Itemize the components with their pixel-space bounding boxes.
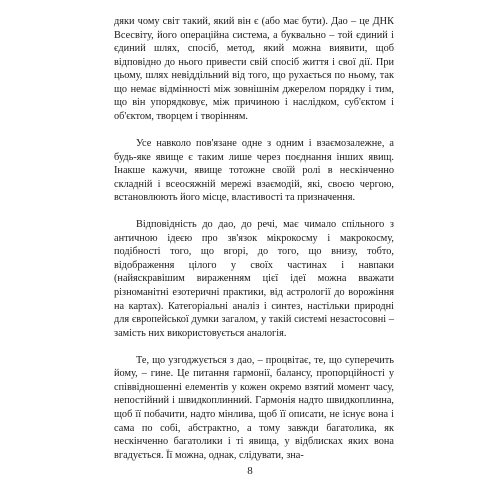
paragraph-4: Те, що узгоджується з дао, – процвітає, те, що суперечить йому, – гине. Це питання гармонії, балансу, пропорційності у співвідношенні елементів у кожен окремо взятий момент часу, непостійний і швидкоплинний. Гармонія надто швидкоплинна, щоб її побачити, надто мінлива, щоб її описати, не існує вона і сама по собі, абстрактно, а тому завжди багатолика, як нескінченно багатолики і ті явища, у відблисках яких вона вгадується. Її можна, однак, слідувати, зна- — [114, 354, 394, 461]
page-number: 8 — [247, 465, 253, 477]
paragraph-1: дяки чому світ такий, який він є (або має бути). Дао – це ДНК Всесвіту, його операційна система, а буквально – той єдиний і єдиний шлях, спосіб, метод, який можна виявити, щоб відповідно до нього привести свій спосіб життя і свої дії. При цьому, шлях невіддільний від того, що рухається по ньому, так що немає відмінності між зовнішнім джерелом порядку і тим, що він упорядковує, між причиною і наслідком, суб'єктом і об'єктом, творцем і творінням. — [114, 16, 394, 122]
paragraph-2: Усе навколо пов'язане одне з одним і взаємозалежне, а будь-яке явище є таким лише через поєднання інших явищ. Інакше кажучи, явище тотожне своїй ролі в нескінченно складній і всеосяжній мережі взаємодій, які, своєю чергою, встановлюють його місце, властивості та призначення. — [114, 137, 394, 204]
paragraph-spacer — [114, 123, 394, 137]
body-text — [114, 15, 394, 462]
paragraph-spacer — [114, 205, 394, 219]
paragraph-3: Відповідність до дао, до речі, має чимало спільного з античною ідеєю про зв'язок мікрокосму і макрокосму, подібності того, що вгорі, до того, що внизу, тобто, відображення цілого у своїх частинах і навпаки (найяскравішим вираженням цієї ідеї можна вважати різноманітні езотеричні практики, від астрології до ворожіння на картах). Категоріальні аналіз і синтез, настільки природні для європейської думки загалом, у такій системі незастосовні – замість них використовується аналогія. — [114, 219, 394, 339]
paragraph-spacer — [114, 340, 394, 354]
